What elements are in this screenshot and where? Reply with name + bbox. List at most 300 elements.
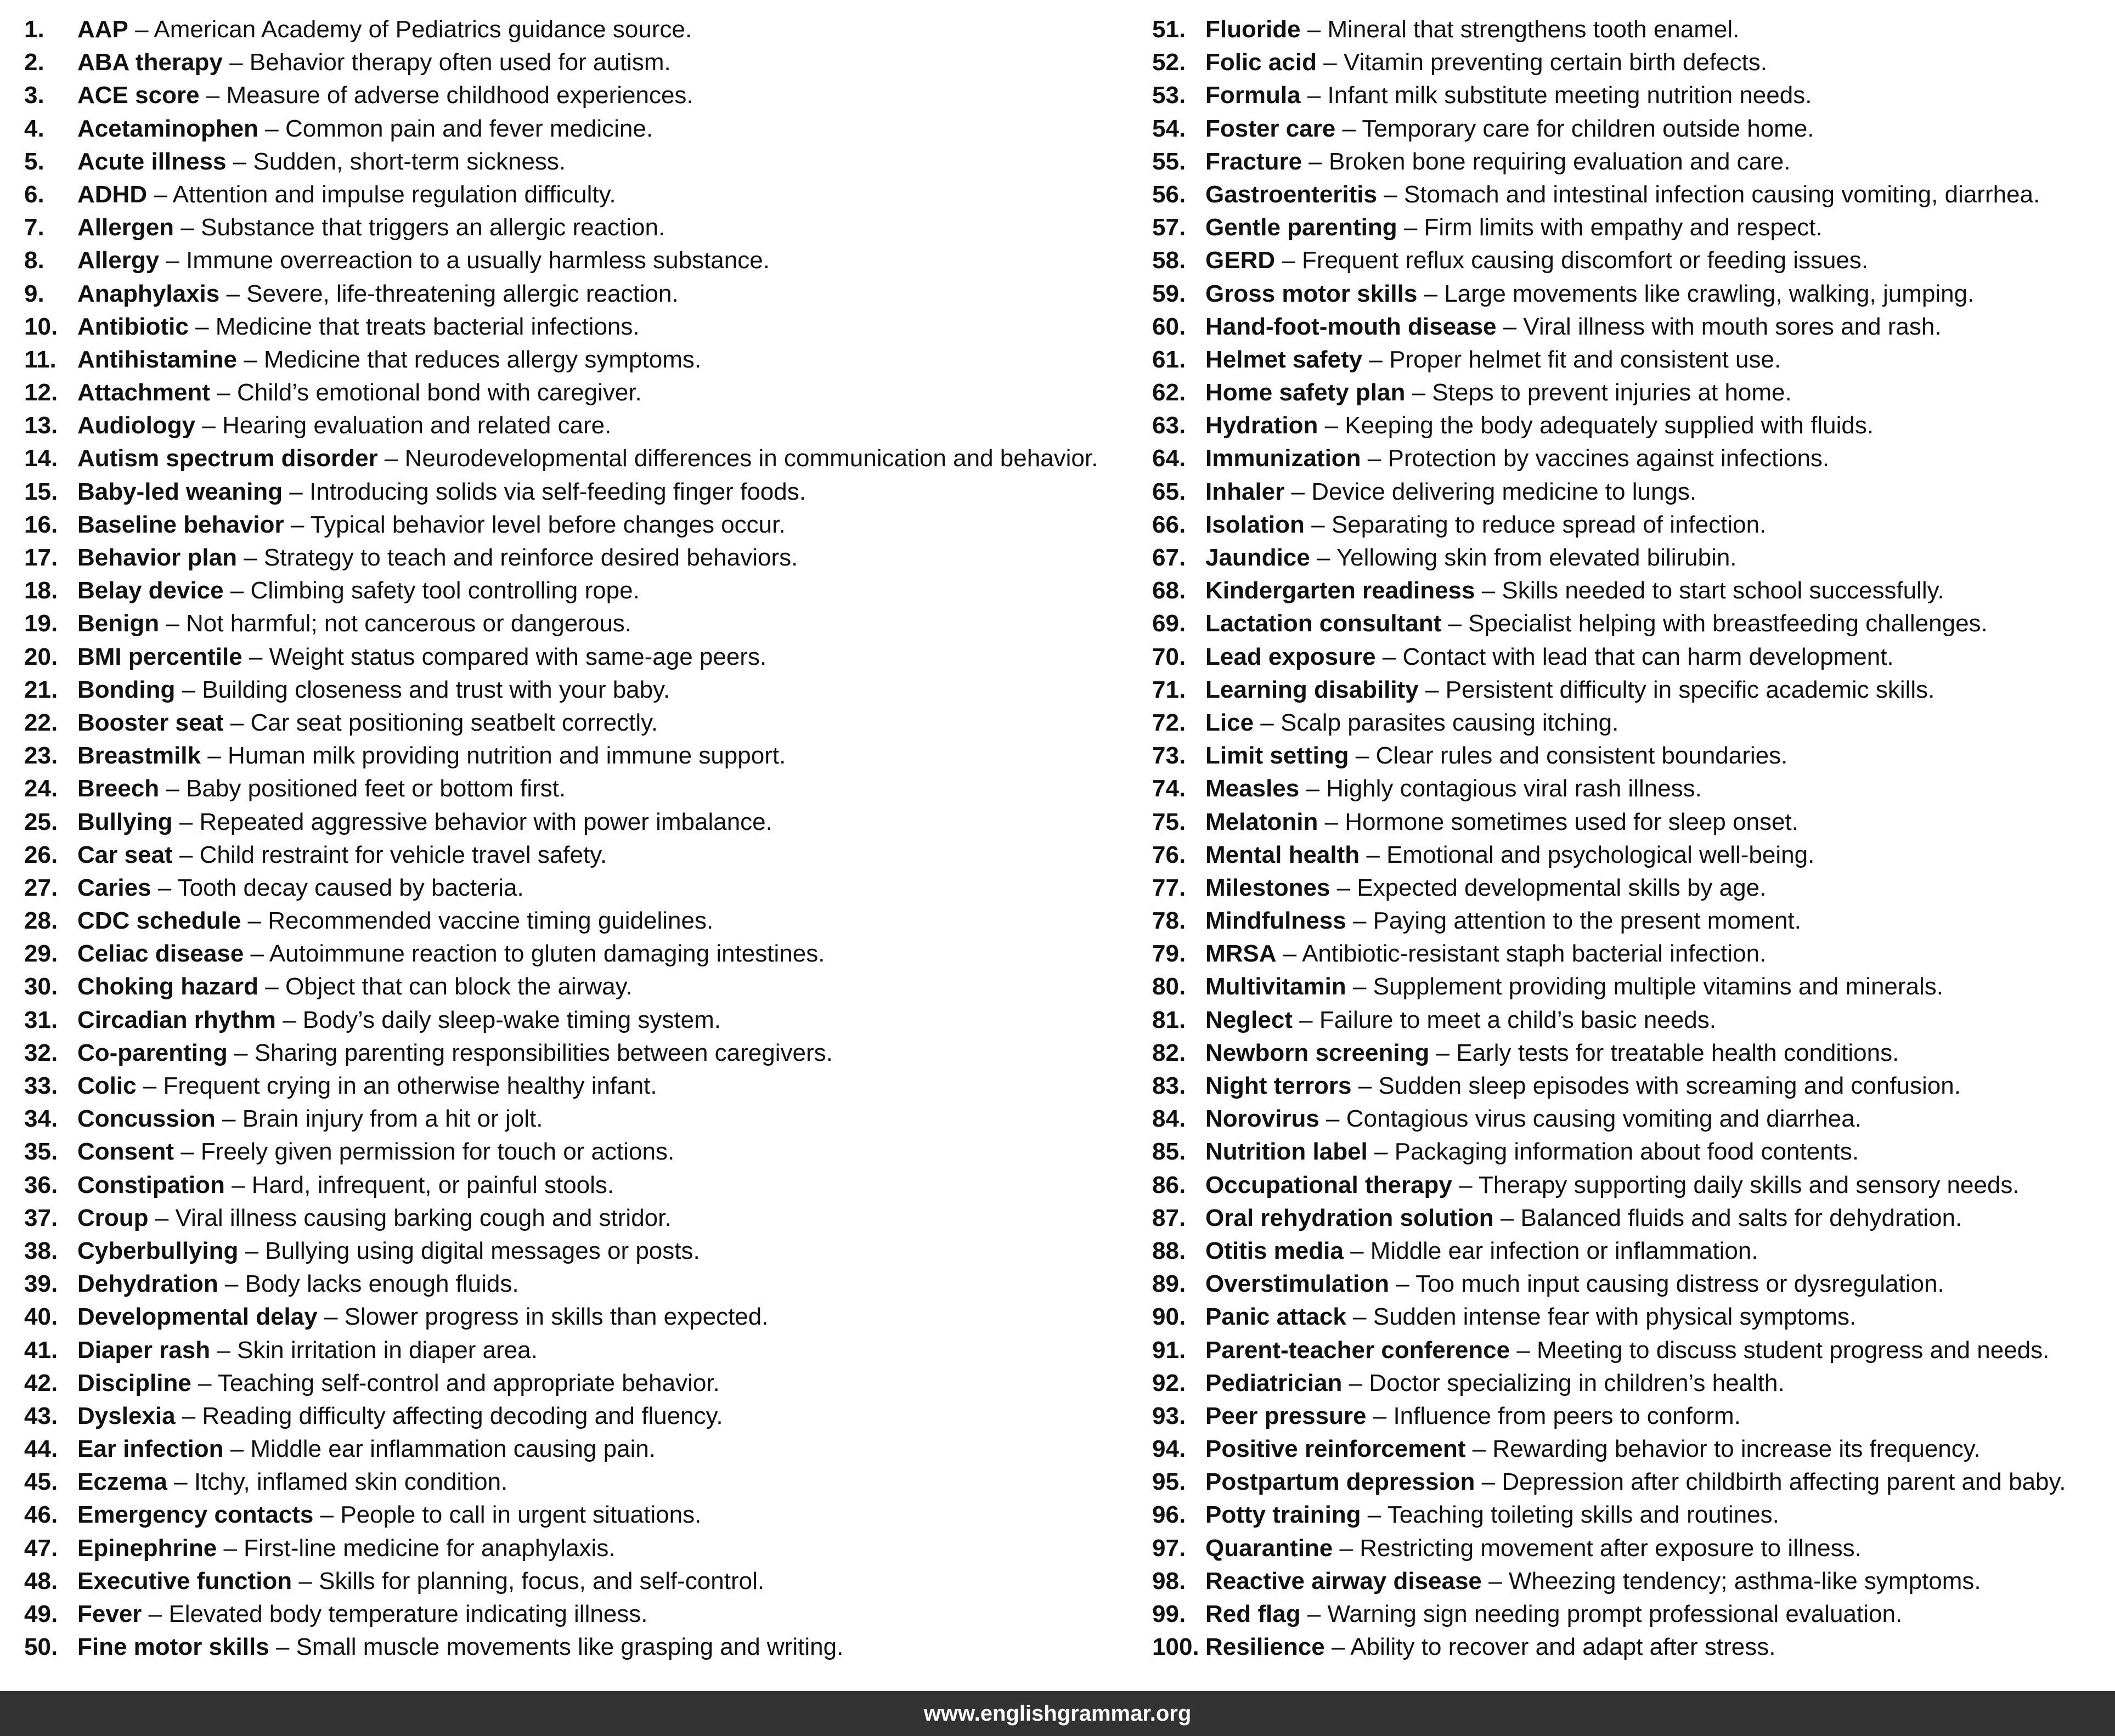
- entry-number: 49.: [24, 1601, 58, 1627]
- entry-term: Executive function: [77, 1567, 292, 1594]
- entry-number: 98.: [1152, 1567, 1186, 1594]
- glossary-entry: [24, 872, 1143, 904]
- glossary-entry: [1152, 1169, 2107, 1202]
- entry-number: 34.: [24, 1105, 58, 1133]
- glossary-entry: [24, 772, 1143, 805]
- entry-number: 4.: [24, 115, 44, 142]
- footer-url[interactable]: www.englishgrammar.org: [923, 1701, 1192, 1726]
- entry-number: 45.: [24, 1468, 58, 1496]
- entry-term: Allergen: [77, 214, 174, 241]
- entry-definition: Middle ear infection or inflammation.: [1370, 1237, 1758, 1264]
- entry-dash: –: [1481, 1567, 1509, 1594]
- entry-number: 11.: [24, 346, 57, 373]
- entry-number: 46.: [24, 1501, 58, 1529]
- entry-number: 48.: [24, 1567, 58, 1594]
- entry-dash: –: [1375, 643, 1403, 670]
- entry-definition: Proper helmet fit and consistent use.: [1389, 346, 1781, 373]
- entry-term: Potty training: [1205, 1501, 1361, 1529]
- entry-definition: Reading difficulty affecting decoding and fluency.: [202, 1402, 723, 1429]
- entry-term: Acute illness: [77, 148, 227, 175]
- entry-number: 27.: [24, 874, 58, 901]
- entry-dash: –: [128, 16, 154, 43]
- entry-number: 65.: [1152, 478, 1186, 505]
- entry-dash: –: [1417, 280, 1445, 307]
- entry-definition: Recommended vaccine timing guidelines.: [268, 907, 714, 935]
- entry-number: 12.: [24, 379, 58, 406]
- entry-number: 33.: [24, 1072, 58, 1099]
- entry-term: Panic attack: [1205, 1303, 1346, 1331]
- entry-dash: –: [222, 49, 250, 76]
- entry-number: 47.: [24, 1534, 58, 1562]
- entry-term: Positive reinforcement: [1205, 1435, 1466, 1463]
- entry-definition: Teaching self-control and appropriate behavior.: [217, 1369, 720, 1396]
- glossary-entry: [1152, 674, 2107, 706]
- entry-dash: –: [175, 676, 202, 703]
- entry-term: Measles: [1205, 775, 1300, 802]
- entry-dash: –: [172, 841, 200, 868]
- entry-number: 17.: [24, 544, 58, 571]
- entry-term: Acetaminophen: [77, 115, 259, 142]
- entry-definition: Building closeness and trust with your baby.: [202, 676, 670, 703]
- entry-definition: Skills needed to start school successfully.: [1502, 577, 1944, 604]
- entry-number: 90.: [1152, 1303, 1186, 1331]
- glossary-entry: [24, 1037, 1143, 1070]
- entry-definition: Middle ear inflammation causing pain.: [250, 1435, 656, 1463]
- entry-dash: –: [1496, 313, 1524, 340]
- entry-definition: Antibiotic-resistant staph bacterial infection.: [1302, 940, 1767, 968]
- entry-number: 80.: [1152, 973, 1186, 1000]
- entry-term: Fever: [77, 1601, 142, 1627]
- entry-number: 3.: [24, 82, 44, 109]
- entry-term: Choking hazard: [77, 973, 259, 1000]
- entry-dash: –: [1299, 775, 1327, 802]
- entry-term: Developmental delay: [77, 1303, 318, 1331]
- glossary-entry: [1152, 1565, 2107, 1598]
- entry-dash: –: [1389, 1270, 1416, 1298]
- entry-term: Pediatrician: [1205, 1369, 1343, 1396]
- entry-number: 54.: [1152, 115, 1186, 142]
- glossary-entry: [1152, 872, 2107, 904]
- entry-dash: –: [242, 643, 269, 670]
- entry-dash: –: [1397, 214, 1424, 241]
- entry-term: Caries: [77, 874, 151, 901]
- entry-term: Bullying: [77, 808, 173, 835]
- entry-definition: Too much input causing distress or dysregulation.: [1415, 1270, 1944, 1298]
- glossary-entry: [1152, 244, 2107, 277]
- entry-definition: Early tests for treatable health conditions.: [1456, 1039, 1899, 1066]
- entry-term: Peer pressure: [1205, 1402, 1367, 1429]
- entry-term: Booster seat: [77, 709, 224, 736]
- entry-term: Immunization: [1205, 445, 1361, 472]
- entry-number: 52.: [1152, 49, 1186, 76]
- entry-number: 84.: [1152, 1105, 1186, 1133]
- glossary-entry: [24, 1268, 1143, 1300]
- entry-number: 8.: [24, 247, 44, 274]
- entry-term: Attachment: [77, 379, 211, 406]
- glossary-entry: [1152, 211, 2107, 244]
- entry-term: Audiology: [77, 412, 196, 439]
- glossary-entry: [24, 607, 1143, 640]
- entry-definition: Large movements like crawling, walking, jumping.: [1444, 280, 1975, 307]
- entry-dash: –: [1300, 1601, 1328, 1627]
- entry-dash: –: [1360, 841, 1387, 868]
- glossary-entry: [24, 806, 1143, 839]
- entry-term: Overstimulation: [1205, 1270, 1389, 1298]
- entry-dash: –: [1429, 1039, 1457, 1066]
- glossary-entry: [24, 706, 1143, 739]
- entry-definition: Persistent difficulty in specific academic skills.: [1445, 676, 1935, 703]
- entry-number: 23.: [24, 742, 58, 770]
- glossary-entry: [24, 1598, 1143, 1631]
- entry-number: 82.: [1152, 1039, 1186, 1066]
- glossary-entry: [1152, 607, 2107, 640]
- entry-definition: Hearing evaluation and related care.: [222, 412, 612, 439]
- glossary-entry: [1152, 442, 2107, 475]
- entry-number: 81.: [1152, 1006, 1186, 1033]
- entry-term: Ear infection: [77, 1435, 224, 1463]
- entry-definition: Keeping the body adequately supplied with fluids.: [1345, 412, 1874, 439]
- glossary-entry: [24, 1300, 1143, 1333]
- entry-dash: –: [174, 1138, 201, 1166]
- entry-number: 22.: [24, 709, 58, 736]
- glossary-entry: [24, 641, 1143, 674]
- entry-term: Learning disability: [1205, 676, 1419, 703]
- glossary-entry: [24, 442, 1143, 475]
- entry-definition: Small muscle movements like grasping and writing.: [296, 1633, 844, 1661]
- entry-dash: –: [159, 247, 187, 274]
- entry-term: Folic acid: [1205, 49, 1317, 76]
- entry-definition: Contagious virus causing vomiting and diarrhea.: [1346, 1105, 1862, 1133]
- entry-number: 100.: [1152, 1633, 1199, 1661]
- entry-term: ACE score: [77, 82, 200, 109]
- entry-definition: Child’s emotional bond with caregiver.: [236, 379, 642, 406]
- entry-dash: –: [1346, 973, 1373, 1000]
- entry-dash: –: [1452, 1171, 1479, 1198]
- entry-term: Baseline behavior: [77, 511, 284, 538]
- entry-number: 99.: [1152, 1601, 1186, 1627]
- entry-dash: –: [258, 115, 285, 142]
- entry-term: CDC schedule: [77, 907, 241, 935]
- entry-number: 75.: [1152, 808, 1186, 835]
- entry-definition: Specialist helping with breastfeeding challenges.: [1468, 610, 1988, 637]
- entry-term: Antibiotic: [77, 313, 189, 340]
- entry-term: Gastroenteritis: [1205, 180, 1377, 208]
- entry-term: Epinephrine: [77, 1534, 217, 1562]
- entry-term: Resilience: [1205, 1633, 1325, 1661]
- entry-definition: Introducing solids via self-feeding finger foods.: [309, 478, 806, 505]
- entry-number: 19.: [24, 610, 58, 637]
- entry-definition: Skin irritation in diaper area.: [237, 1336, 538, 1364]
- entry-number: 13.: [24, 412, 58, 439]
- entry-definition: Emotional and psychological well-being.: [1386, 841, 1815, 868]
- entry-term: Formula: [1205, 82, 1301, 109]
- entry-number: 41.: [24, 1336, 58, 1364]
- entry-number: 66.: [1152, 511, 1186, 538]
- entry-definition: Frequent reflux causing discomfort or feeding issues.: [1302, 247, 1869, 274]
- glossary-entry: [1152, 79, 2107, 112]
- entry-dash: –: [1302, 148, 1329, 175]
- entry-definition: Autoimmune reaction to gluten damaging intestines.: [269, 940, 825, 968]
- entry-dash: –: [136, 1072, 163, 1099]
- glossary-entry: [1152, 409, 2107, 442]
- entry-number: 31.: [24, 1006, 58, 1033]
- entry-definition: Firm limits with empathy and respect.: [1424, 214, 1823, 241]
- entry-number: 86.: [1152, 1171, 1186, 1198]
- glossary-entry: [1152, 1598, 2107, 1631]
- entry-dash: –: [1475, 1468, 1502, 1496]
- entry-definition: Severe, life-threatening allergic reaction.: [246, 280, 679, 307]
- entry-number: 51.: [1152, 16, 1186, 43]
- entry-term: Foster care: [1205, 115, 1336, 142]
- entry-dash: –: [1316, 49, 1344, 76]
- entry-number: 88.: [1152, 1237, 1186, 1264]
- entry-number: 76.: [1152, 841, 1186, 868]
- entry-definition: Influence from peers to conform.: [1393, 1402, 1741, 1429]
- glossary-entry: [24, 112, 1143, 145]
- entry-dash: –: [195, 412, 223, 439]
- entry-number: 58.: [1152, 247, 1186, 274]
- entry-term: Discipline: [77, 1369, 191, 1396]
- entry-definition: First-line medicine for anaphylaxis.: [244, 1534, 616, 1562]
- entry-dash: –: [1333, 1534, 1360, 1562]
- entry-definition: Protection by vaccines against infections.: [1388, 445, 1830, 472]
- entry-number: 30.: [24, 973, 58, 1000]
- entry-dash: –: [148, 1204, 176, 1231]
- entry-term: Isolation: [1205, 511, 1305, 538]
- glossary-entry: [24, 1498, 1143, 1531]
- entry-dash: –: [1343, 1237, 1370, 1264]
- entry-definition: Contact with lead that can harm development.: [1402, 643, 1894, 670]
- entry-term: Belay device: [77, 577, 224, 604]
- entry-dash: –: [1418, 676, 1446, 703]
- entry-dash: –: [284, 511, 311, 538]
- glossary-entry: [1152, 145, 2107, 178]
- entry-term: Eczema: [77, 1468, 167, 1496]
- glossary-entry: [1152, 806, 2107, 839]
- entry-number: 59.: [1152, 280, 1186, 307]
- entry-term: Autism spectrum disorder: [77, 445, 378, 472]
- entry-definition: Supplement providing multiple vitamins and minerals.: [1373, 973, 1944, 1000]
- glossary-entry: [24, 1631, 1143, 1664]
- entry-term: Gentle parenting: [1205, 214, 1397, 241]
- entry-term: Croup: [77, 1204, 149, 1231]
- entry-number: 32.: [24, 1039, 58, 1066]
- entry-dash: –: [224, 1171, 252, 1198]
- entry-definition: Infant milk substitute meeting nutrition needs.: [1327, 82, 1812, 109]
- entry-dash: –: [1318, 412, 1345, 439]
- entry-definition: Hormone sometimes used for sleep onset.: [1345, 808, 1798, 835]
- glossary-entry: [24, 178, 1143, 211]
- glossary-entry: [1152, 1135, 2107, 1168]
- entry-dash: –: [244, 940, 269, 968]
- glossary-entry: [1152, 541, 2107, 574]
- entry-dash: –: [1330, 874, 1357, 901]
- entry-number: 42.: [24, 1369, 58, 1396]
- glossary-entry: [1152, 1268, 2107, 1300]
- entry-number: 91.: [1152, 1336, 1186, 1364]
- entry-term: Constipation: [77, 1171, 225, 1198]
- entry-definition: Doctor specializing in children’s health.: [1369, 1369, 1785, 1396]
- glossary-entry: [24, 508, 1143, 541]
- entry-number: 94.: [1152, 1435, 1186, 1463]
- glossary-entry: [24, 211, 1143, 244]
- entry-term: Cyberbullying: [77, 1237, 239, 1264]
- entry-dash: –: [159, 610, 187, 637]
- entry-term: Baby-led weaning: [77, 478, 283, 505]
- glossary-entry: [1152, 476, 2107, 508]
- entry-term: Helmet safety: [1205, 346, 1363, 373]
- entry-number: 6.: [24, 180, 44, 208]
- entry-dash: –: [188, 313, 216, 340]
- glossary-entry: [24, 839, 1143, 872]
- entry-definition: Car seat positioning seatbelt correctly.: [250, 709, 658, 736]
- glossary-entry: [1152, 739, 2107, 772]
- entry-number: 36.: [24, 1171, 58, 1198]
- entry-number: 55.: [1152, 148, 1186, 175]
- glossary-entry: [24, 904, 1143, 937]
- entry-definition: Depression after childbirth affecting parent and baby.: [1502, 1468, 2066, 1496]
- entry-dash: –: [223, 1435, 251, 1463]
- entry-number: 78.: [1152, 907, 1186, 935]
- entry-term: Fine motor skills: [77, 1633, 269, 1661]
- entry-number: 39.: [24, 1270, 58, 1298]
- entry-term: Dyslexia: [77, 1402, 176, 1429]
- entry-number: 16.: [24, 511, 58, 538]
- glossary-entry: [24, 476, 1143, 508]
- entry-definition: Not harmful; not cancerous or dangerous.: [186, 610, 632, 637]
- entry-dash: –: [1405, 379, 1432, 406]
- entry-dash: –: [1361, 1501, 1388, 1529]
- entry-number: 97.: [1152, 1534, 1186, 1562]
- entry-dash: –: [1318, 808, 1345, 835]
- entry-number: 96.: [1152, 1501, 1186, 1529]
- entry-definition: Human milk providing nutrition and immune support.: [227, 742, 786, 770]
- entry-number: 93.: [1152, 1402, 1186, 1429]
- entry-term: Benign: [77, 610, 160, 637]
- glossary-entry: [1152, 904, 2107, 937]
- entry-definition: Frequent crying in an otherwise healthy infant.: [163, 1072, 657, 1099]
- glossary-entry: [1152, 1532, 2107, 1565]
- entry-definition: Body lacks enough fluids.: [245, 1270, 519, 1298]
- entry-dash: –: [258, 973, 285, 1000]
- entry-number: 92.: [1152, 1369, 1186, 1396]
- entry-dash: –: [275, 1006, 303, 1033]
- glossary-entry: [24, 1565, 1143, 1598]
- entry-term: Behavior plan: [77, 544, 237, 571]
- entry-dash: –: [241, 907, 268, 935]
- glossary-entry: [1152, 376, 2107, 409]
- entry-term: Bonding: [77, 676, 176, 703]
- entry-definition: Separating to reduce spread of infection.: [1331, 511, 1767, 538]
- glossary-entry: [1152, 1202, 2107, 1235]
- entry-term: Night terrors: [1205, 1072, 1352, 1099]
- entry-definition: Freely given permission for touch or actions.: [200, 1138, 675, 1166]
- entry-definition: Weight status compared with same-age peers.: [269, 643, 767, 670]
- entry-number: 35.: [24, 1138, 58, 1166]
- glossary-entry: [24, 1102, 1143, 1135]
- entry-definition: Hard, infrequent, or painful stools.: [251, 1171, 614, 1198]
- entry-term: Oral rehydration solution: [1205, 1204, 1494, 1231]
- entry-dash: –: [236, 346, 264, 373]
- glossary-entry: [1152, 839, 2107, 872]
- entry-dash: –: [313, 1501, 341, 1529]
- entry-number: 68.: [1152, 577, 1186, 604]
- glossary-entry: [1152, 310, 2107, 343]
- entry-term: BMI percentile: [77, 643, 242, 670]
- entry-definition: Warning sign needing prompt professional evaluation.: [1327, 1601, 1903, 1627]
- entry-number: 72.: [1152, 709, 1186, 736]
- entry-dash: –: [219, 280, 247, 307]
- entry-dash: –: [151, 874, 178, 901]
- entry-definition: Medicine that treats bacterial infections.: [215, 313, 640, 340]
- entry-number: 89.: [1152, 1270, 1186, 1298]
- entry-definition: Scalp parasites causing itching.: [1280, 709, 1619, 736]
- glossary-entry: [1152, 1037, 2107, 1070]
- entry-definition: Immune overreaction to a usually harmless substance.: [186, 247, 770, 274]
- entry-term: Dehydration: [77, 1270, 218, 1298]
- entry-term: Kindergarten readiness: [1205, 577, 1475, 604]
- entry-number: 83.: [1152, 1072, 1186, 1099]
- entry-term: Home safety plan: [1205, 379, 1406, 406]
- glossary-entry: [1152, 772, 2107, 805]
- glossary-entry: [1152, 1367, 2107, 1400]
- entry-definition: Vitamin preventing certain birth defects.: [1343, 49, 1767, 76]
- entry-number: 63.: [1152, 412, 1186, 439]
- glossary-entry: [1152, 1235, 2107, 1268]
- glossary-entry: [24, 278, 1143, 310]
- entry-definition: Sudden sleep episodes with screaming and confusion.: [1378, 1072, 1961, 1099]
- glossary-entry: [24, 541, 1143, 574]
- entry-term: Otitis media: [1205, 1237, 1344, 1264]
- glossary-entry: [1152, 1004, 2107, 1037]
- entry-dash: –: [147, 180, 173, 208]
- entry-term: Breech: [77, 775, 160, 802]
- entry-term: Colic: [77, 1072, 137, 1099]
- entry-term: Consent: [77, 1138, 174, 1166]
- glossary-entry: [1152, 1102, 2107, 1135]
- entry-number: 2.: [24, 49, 44, 76]
- entry-definition: Packaging information about food contents.: [1394, 1138, 1859, 1166]
- entry-definition: Rewarding behavior to increase its frequency.: [1492, 1435, 1981, 1463]
- entry-dash: –: [1304, 511, 1332, 538]
- entry-dash: –: [226, 148, 253, 175]
- entry-definition: Bullying using digital messages or posts.: [265, 1237, 700, 1264]
- entry-dash: –: [1300, 82, 1328, 109]
- entry-dash: –: [210, 1336, 238, 1364]
- entry-dash: –: [269, 1633, 296, 1661]
- entry-dash: –: [227, 1039, 255, 1066]
- entry-term: Multivitamin: [1205, 973, 1346, 1000]
- entry-dash: –: [1335, 115, 1362, 142]
- entry-definition: Expected developmental skills by age.: [1357, 874, 1767, 901]
- entry-term: Gross motor skills: [1205, 280, 1418, 307]
- glossary-entry: [24, 145, 1143, 178]
- entry-definition: Viral illness causing barking cough and stridor.: [175, 1204, 672, 1231]
- entry-dash: –: [217, 1534, 244, 1562]
- entry-dash: –: [1510, 1336, 1537, 1364]
- entry-term: Inhaler: [1205, 478, 1285, 505]
- glossary-entry: [24, 46, 1143, 79]
- entry-dash: –: [1441, 610, 1469, 637]
- entry-dash: –: [174, 214, 201, 241]
- entry-term: Hand-foot-mouth disease: [1205, 313, 1497, 340]
- entry-definition: Ability to recover and adapt after stress.: [1350, 1633, 1776, 1661]
- entry-dash: –: [1465, 1435, 1493, 1463]
- entry-dash: –: [1367, 1138, 1395, 1166]
- glossary-entry: [24, 1334, 1143, 1367]
- entry-dash: –: [317, 1303, 345, 1331]
- entry-dash: –: [218, 1270, 245, 1298]
